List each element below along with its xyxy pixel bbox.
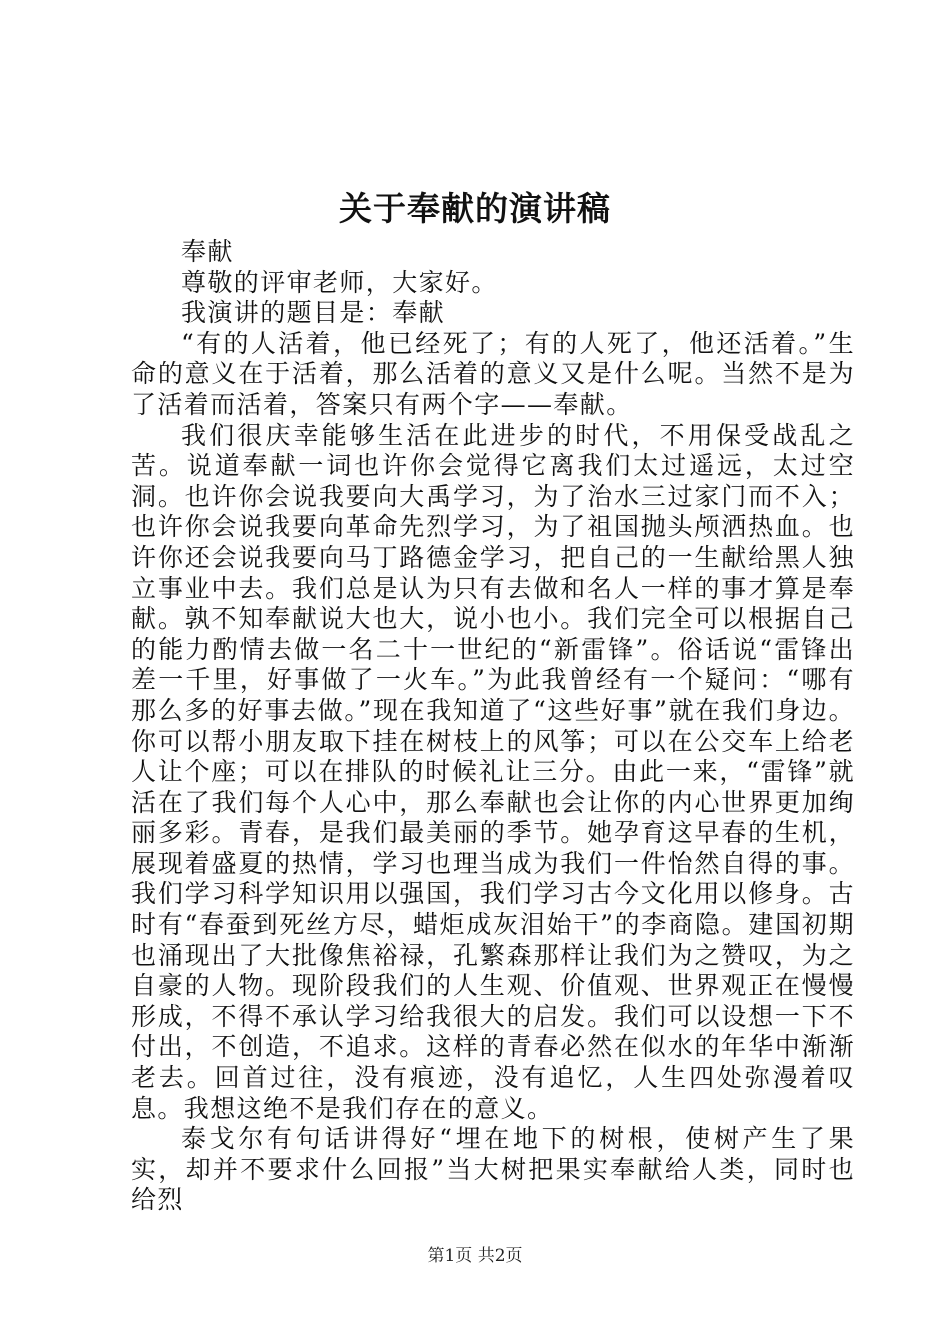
paragraph-topic: 我演讲的题目是：奉献 [181,298,446,328]
document-body [131,237,855,1216]
paragraph-quote: “有的人活着，他已经死了；有的人死了，他还活着。”生命的意义在于活着，那么活着的意义又是什么呢。当然不是为了活着而活着，答案只有两个字——奉献。 [131,328,855,419]
paragraph-greeting: 尊敬的评审老师，大家好。 [181,267,498,297]
page-footer: 第1页 共2页 [427,1246,523,1266]
paragraph-main: 我们很庆幸能够生活在此进步的时代，不用保受战乱之苦。说道奉献一词也许你会觉得它离我们太过遥远，太过空洞。也许你会说我要向大禹学习，为了治水三过家门而不入；也许你会说我要向革命先烈学习，为了祖国抛头颅洒热血。也许你还会说我要向马丁路德金学习，把自己的一生献给黑人独立事业中去。我们总是认为只有去做和名人一样的事才算是奉献。孰不知奉献说大也大，说小也小。我们完全可以根据自己的能力酌情去做一名二十一世纪的“新雷锋”。俗话说“雷锋出差一千里，好事做了一火车。”为此我曾经有一个疑问：“哪有那么多的好事去做。”现在我知道了“这些好事”就在我们身边。你可以帮小朋友取下挂在树枝上的风筝；可以在公交车上给老人让个座；可以在排队的时候礼让三分。由此一来，“雷锋”就活在了我们每个人心中，那么奉献也会让你的内心世界更加绚丽多彩。青春，是我们最美丽的季节。她孕育这早春的生机，展现着盛夏的热情，学习也理当成为我们一件怡然自得的事。我们学习科学知识用以强国，我们学习古今文化用以修身。古时有“春蚕到死丝方尽，蜡炬成灰泪始干”的李商隐。建国初期也涌现出了大批像焦裕禄，孔繁森那样让我们为之赞叹，为之自豪的人物。现阶段我们的人生观、价值观、世界观正在慢慢形成，不得不承认学习给我很大的启发。我们可以设想一下不付出，不创造，不追求。这样的青春必然在似水的年华中渐渐老去。回首过往，没有痕迹，没有追忆，人生四处弥漫着叹息。我想这绝不是我们存在的意义。 [131,420,855,1123]
paragraph-tagore: 泰戈尔有句话讲得好“埋在地下的树根，使树产生了果实，却并不要求什么回报”当大树把果实奉献给人类，同时也给烈 [131,1124,855,1215]
document-title: 关于奉献的演讲稿 [339,189,611,228]
paragraph-heading: 奉献 [181,237,234,266]
